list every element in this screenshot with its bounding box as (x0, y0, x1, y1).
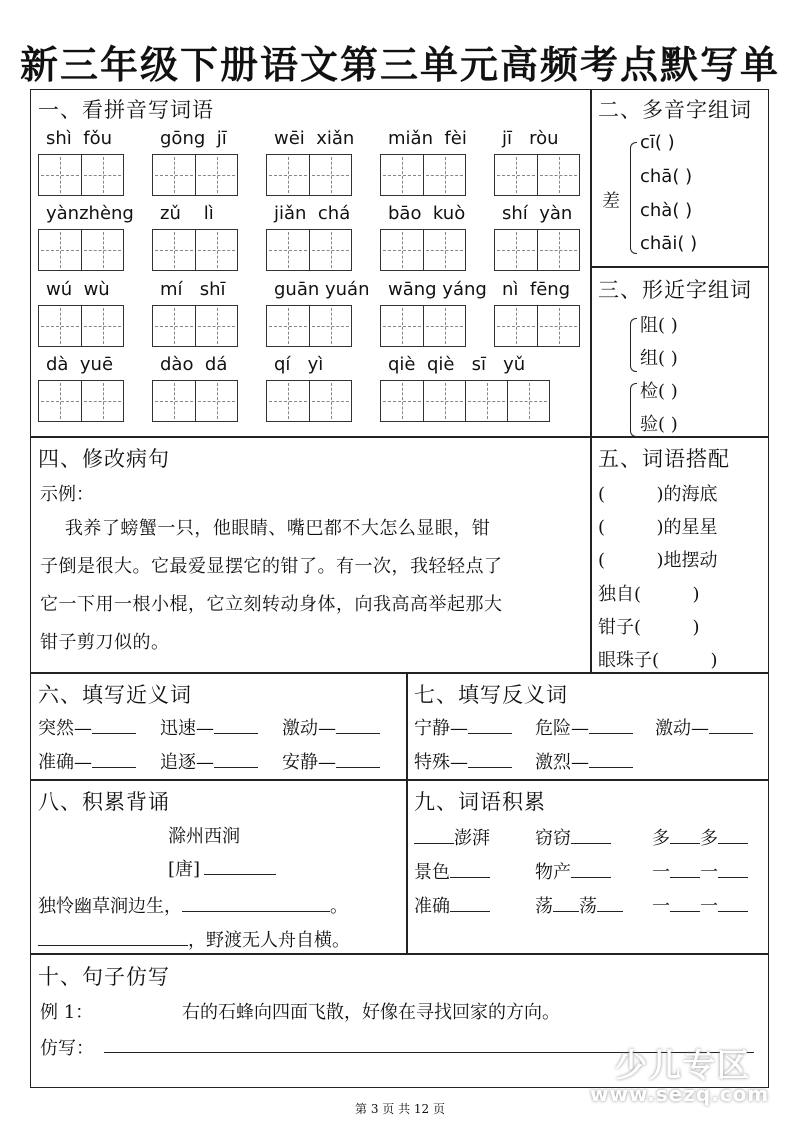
tianzige-cell[interactable] (495, 155, 537, 195)
synonym-item[interactable]: 突然— (38, 714, 136, 740)
tianzige-cell[interactable] (465, 381, 507, 421)
similar-char-item[interactable]: 阻( ) (640, 315, 678, 336)
tianzige-cell[interactable] (309, 155, 351, 195)
idiom-item[interactable]: 荡 荡 (535, 892, 623, 918)
idiom-item[interactable]: 窃窃 (535, 824, 611, 850)
collocation-item[interactable]: 钳子( ) (598, 617, 700, 638)
watermark-url: www.sezq.com (590, 1082, 770, 1106)
section-heading: 八、积累背诵 (38, 790, 170, 814)
pinyin-label: shí yàn (502, 203, 573, 224)
tianzige-box[interactable] (152, 154, 238, 196)
pinyin-label: nì fēng (502, 279, 571, 300)
divider (590, 90, 592, 437)
brace (630, 383, 637, 437)
tianzige-cell[interactable] (81, 306, 123, 346)
section-heading: 一、看拼音写词语 (38, 98, 214, 122)
tianzige-cell[interactable] (495, 230, 537, 270)
pinyin-label: jiǎn chá (274, 203, 351, 224)
tianzige-box[interactable] (494, 154, 580, 196)
pinyin-label: qí yì (274, 354, 324, 375)
pinyin-label: gōng jī (160, 128, 227, 149)
polyphone-item[interactable]: chāi( ) (640, 233, 698, 254)
pinyin-label: wāng yáng (388, 279, 487, 300)
tianzige-cell[interactable] (39, 306, 81, 346)
page-title: 新三年级下册语文第三单元高频考点默写单 (19, 43, 780, 87)
poem-line[interactable]: ，野渡无人舟自横。 (38, 926, 350, 952)
tianzige-box[interactable] (38, 380, 124, 422)
tianzige-cell[interactable] (309, 381, 351, 421)
page-footer: 第 3 页 共 12 页 (355, 1102, 445, 1116)
tianzige-cell[interactable] (81, 230, 123, 270)
tianzige-cell[interactable] (153, 381, 195, 421)
collocation-item[interactable]: 眼珠子( ) (598, 650, 718, 671)
section-heading: 六、填写近义词 (38, 683, 192, 707)
antonym-item[interactable]: 激烈— (535, 748, 633, 774)
divider (30, 436, 769, 438)
divider (30, 779, 769, 781)
idiom-item[interactable]: 多 多 (652, 824, 748, 850)
tianzige-cell[interactable] (267, 381, 309, 421)
section-heading: 四、修改病句 (38, 447, 170, 471)
collocation-item[interactable]: ( )的海底 (598, 484, 718, 505)
divider (590, 436, 592, 673)
tianzige-cell[interactable] (267, 155, 309, 195)
pinyin-label: dà yuē (46, 354, 114, 375)
tianzige-box[interactable] (380, 154, 466, 196)
pinyin-label: qiè qiè sī yǔ (388, 354, 526, 375)
tianzige-cell[interactable] (195, 155, 237, 195)
pinyin-label: yànzhèng (46, 203, 134, 224)
pinyin-label: dào dá (160, 354, 228, 375)
antonym-item[interactable]: 特殊— (414, 748, 512, 774)
tianzige-box[interactable] (152, 229, 238, 271)
similar-char-item[interactable]: 验( ) (640, 414, 678, 435)
section-heading: 七、填写反义词 (414, 683, 568, 707)
synonym-item[interactable]: 安静— (282, 748, 380, 774)
tianzige-cell[interactable] (267, 306, 309, 346)
synonym-item[interactable]: 迅速— (160, 714, 258, 740)
pinyin-label: miǎn fèi (388, 128, 467, 149)
paragraph-line: 钳子剪刀似的。 (40, 632, 170, 653)
tianzige-cell[interactable] (81, 381, 123, 421)
divider (406, 672, 408, 954)
idiom-item[interactable]: 一 一 (652, 858, 748, 884)
tianzige-cell[interactable] (195, 306, 237, 346)
example-sentence: 右的石蜂向四面飞散，好像在寻找回家的方向。 (182, 1002, 560, 1023)
tianzige-box[interactable] (380, 229, 466, 271)
tianzige-box[interactable] (494, 305, 580, 347)
synonym-item[interactable]: 准确— (38, 748, 136, 774)
tianzige-box[interactable] (266, 305, 352, 347)
imitate-label: 仿写： (40, 1038, 94, 1059)
polyphone-item[interactable]: chā( ) (640, 166, 693, 187)
tianzige-cell[interactable] (381, 381, 423, 421)
synonym-item[interactable]: 追逐— (160, 748, 258, 774)
tianzige-box[interactable] (494, 229, 580, 271)
example-label: 例 1： (40, 1002, 94, 1023)
tianzige-box[interactable] (152, 305, 238, 347)
tianzige-cell[interactable] (309, 230, 351, 270)
tianzige-box[interactable] (380, 305, 466, 347)
example-label: 示例： (40, 484, 94, 505)
tianzige-cell[interactable] (153, 230, 195, 270)
section-heading: 九、词语积累 (414, 790, 546, 814)
antonym-item[interactable]: 危险— (535, 714, 633, 740)
brace (630, 318, 637, 372)
section-heading: 二、多音字组词 (598, 98, 752, 122)
tianzige-cell[interactable] (495, 306, 537, 346)
tianzige-cell[interactable] (81, 155, 123, 195)
similar-char-item[interactable]: 检( ) (640, 381, 678, 402)
tianzige-cell[interactable] (537, 155, 579, 195)
pinyin-label: guān yuán (274, 279, 370, 300)
poem-title: 滁州西涧 (168, 826, 240, 847)
brace (630, 142, 637, 254)
tianzige-cell[interactable] (537, 306, 579, 346)
collocation-item[interactable]: ( )的星星 (598, 517, 718, 538)
faulty-paragraph (40, 510, 585, 662)
tianzige-box[interactable] (38, 229, 124, 271)
tianzige-cell[interactable] (309, 306, 351, 346)
section-heading: 三、形近字组词 (598, 278, 752, 302)
pinyin-label: jī ròu (502, 128, 559, 149)
tianzige-cell[interactable] (153, 306, 195, 346)
tianzige-cell[interactable] (423, 230, 465, 270)
tianzige-cell[interactable] (381, 306, 423, 346)
collocation-item[interactable]: ( )地摆动 (598, 550, 718, 571)
poem-line[interactable]: 独怜幽草涧边生， 。 (38, 892, 348, 918)
tianzige-box[interactable] (380, 380, 550, 422)
tianzige-cell[interactable] (195, 381, 237, 421)
idiom-item[interactable]: 澎湃 (414, 824, 490, 850)
tianzige-box[interactable] (152, 380, 238, 422)
tianzige-box[interactable] (266, 380, 352, 422)
pinyin-label: zǔ lì (160, 203, 214, 224)
tianzige-box[interactable] (266, 154, 352, 196)
paragraph-line: 子倒是很大。它最爱显摆它的钳了。有一次，我轻轻点了 (40, 556, 503, 577)
tianzige-box[interactable] (38, 154, 124, 196)
tianzige-cell[interactable] (39, 230, 81, 270)
tianzige-cell[interactable] (507, 381, 549, 421)
divider (30, 953, 769, 955)
antonym-item[interactable]: 宁静— (414, 714, 512, 740)
idiom-item[interactable]: 准确 (414, 892, 490, 918)
idiom-item[interactable]: 景色 (414, 858, 490, 884)
pinyin-label: wú wù (46, 279, 110, 300)
pinyin-label: mí shī (160, 279, 226, 300)
pinyin-label: shì fǒu (46, 128, 112, 149)
antonym-item[interactable]: 激动— (655, 714, 753, 740)
tianzige-cell[interactable] (195, 230, 237, 270)
synonym-item[interactable]: 激动— (282, 714, 380, 740)
tianzige-cell[interactable] (537, 230, 579, 270)
tianzige-box[interactable] (266, 229, 352, 271)
tianzige-cell[interactable] (39, 381, 81, 421)
collocation-item[interactable]: 独自( ) (598, 584, 700, 605)
divider (590, 266, 769, 268)
idiom-item[interactable]: 一 一 (652, 892, 748, 918)
tianzige-cell[interactable] (267, 230, 309, 270)
poem-dynasty: [唐] (168, 855, 276, 881)
watermark-brand: 少儿专区 (615, 1046, 752, 1084)
section-heading: 十、句子仿写 (38, 965, 170, 989)
polyphone-item[interactable]: cī( ) (640, 132, 675, 153)
tianzige-cell[interactable] (423, 155, 465, 195)
paragraph-line: 它一下用一根小棍，它立刻转动身体，向我高高举起那大 (40, 594, 503, 615)
tianzige-cell[interactable] (423, 306, 465, 346)
similar-char-item[interactable]: 组( ) (640, 348, 678, 369)
polyphone-char: 差 (602, 191, 620, 212)
paragraph-line: 我养了螃蟹一只，他眼睛、嘴巴都不大怎么显眼，钳 (40, 518, 491, 539)
pinyin-label: bāo kuò (388, 203, 466, 224)
section-heading: 五、词语搭配 (598, 447, 730, 471)
tianzige-cell[interactable] (39, 155, 81, 195)
tianzige-cell[interactable] (381, 155, 423, 195)
idiom-item[interactable]: 物产 (535, 858, 611, 884)
tianzige-box[interactable] (38, 305, 124, 347)
tianzige-cell[interactable] (153, 155, 195, 195)
tianzige-cell[interactable] (423, 381, 465, 421)
polyphone-item[interactable]: chà( ) (640, 200, 693, 221)
tianzige-cell[interactable] (381, 230, 423, 270)
pinyin-label: wēi xiǎn (274, 128, 355, 149)
divider (30, 672, 769, 674)
